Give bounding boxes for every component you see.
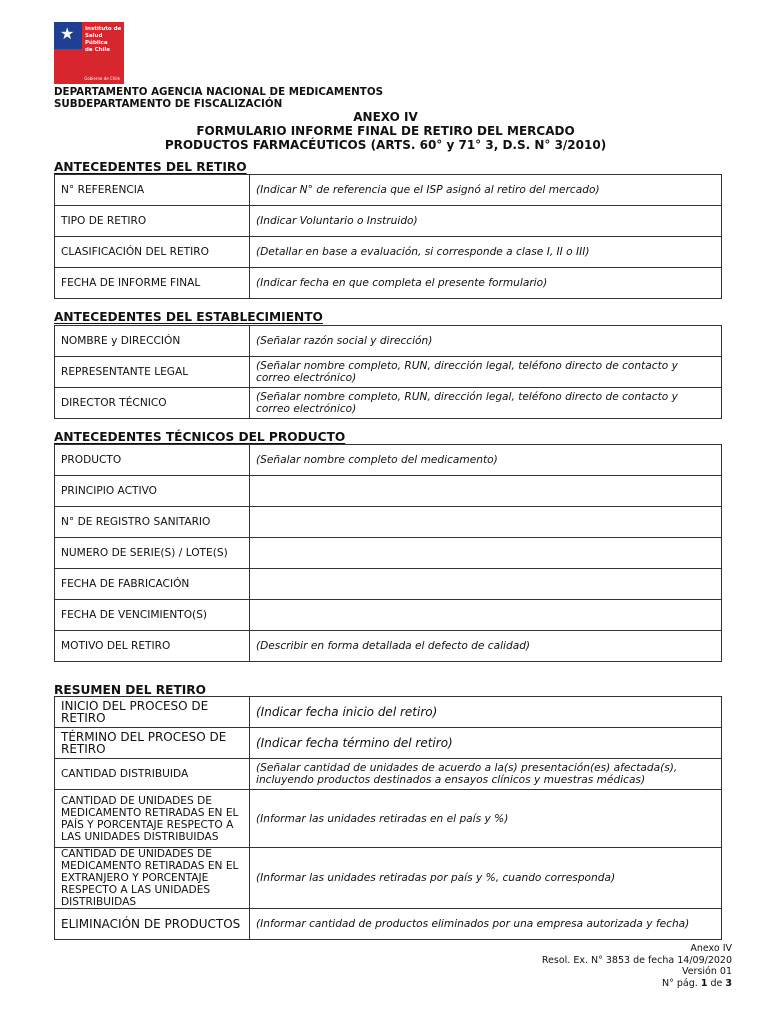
- row-label: PRINCIPIO ACTIVO: [55, 476, 250, 507]
- table-resumen: [54, 696, 722, 940]
- row-label: NOMBRE y DIRECCIÓN: [55, 326, 250, 357]
- row-value-field[interactable]: [250, 538, 722, 569]
- footer-page-number: [542, 978, 732, 990]
- row-value-field[interactable]: [250, 476, 722, 507]
- row-label: NUMERO DE SERIE(S) / LOTE(S): [55, 538, 250, 569]
- table-row: [55, 388, 722, 419]
- table-retiro: [54, 174, 722, 299]
- star-icon: ★: [60, 24, 75, 43]
- table-row: [55, 206, 722, 237]
- footer-resolution: Resol. Ex. N° 3853 de fecha 14/09/2020: [541, 954, 732, 966]
- row-label: REPRESENTANTE LEGAL: [55, 357, 250, 388]
- logo-line-1: Instituto de: [85, 26, 122, 32]
- table-row: [55, 175, 722, 206]
- row-value-field[interactable]: [250, 600, 722, 631]
- row-value-field[interactable]: (Describir en forma detallada el defecto de calidad): [250, 631, 722, 662]
- section-heading-retiro: ANTECEDENTES DEL RETIRO: [54, 160, 247, 174]
- row-value-field[interactable]: (Indicar fecha inicio del retiro): [250, 697, 722, 728]
- table-row: [55, 697, 722, 728]
- row-label: TÉRMINO DEL PROCESO DE RETIRO: [55, 728, 250, 759]
- table-row: [55, 507, 722, 538]
- page-footer: [542, 943, 732, 989]
- row-label: CANTIDAD DISTRIBUIDA: [55, 759, 250, 790]
- subdepartment-name: SUBDEPARTAMENTO DE FISCALIZACIÓN: [54, 98, 283, 110]
- section-heading-establecimiento: ANTECEDENTES DEL ESTABLECIMIENTO: [54, 310, 323, 324]
- row-value-field[interactable]: (Señalar cantidad de unidades de acuerdo a la(s) presentación(es) afectada(s), incluyendo productos destinados a ensayos clínicos y muestras médicas): [250, 759, 722, 790]
- table-row: [55, 538, 722, 569]
- page-prefix: N° pág.: [662, 977, 698, 989]
- department-header: [54, 86, 383, 110]
- row-label: FECHA DE VENCIMIENTO(S): [55, 600, 250, 631]
- table-row: [55, 237, 722, 268]
- table-row: [55, 357, 722, 388]
- page-current: 1: [700, 977, 708, 989]
- logo-line-3: de Chile: [85, 47, 111, 53]
- row-label: N° DE REGISTRO SANITARIO: [55, 507, 250, 538]
- row-value-field[interactable]: [250, 507, 722, 538]
- row-label: DIRECTOR TÉCNICO: [55, 388, 250, 419]
- row-value-field[interactable]: (Señalar nombre completo del medicamento): [250, 445, 722, 476]
- row-label: N° REFERENCIA: [55, 175, 250, 206]
- logo-text: [85, 26, 124, 54]
- title-line-1: ANEXO IV: [353, 110, 418, 124]
- table-row: [55, 268, 722, 299]
- page-total: 3: [725, 977, 732, 989]
- row-label: MOTIVO DEL RETIRO: [55, 631, 250, 662]
- footer-version: Versión 01: [681, 966, 732, 977]
- isp-logo: [54, 22, 124, 84]
- logo-tagline: Gobierno de Chile: [84, 76, 120, 81]
- footer-annex: Anexo IV: [690, 943, 732, 954]
- row-value-field[interactable]: [250, 569, 722, 600]
- page-sep: de: [710, 977, 723, 989]
- row-label: CANTIDAD DE UNIDADES DE MEDICAMENTO RETIRADAS EN EL PAÍS Y PORCENTAJE RESPECTO A LAS UNIDADES DISTRIBUIDAS: [55, 790, 250, 848]
- row-value-field[interactable]: (Informar las unidades retiradas en el país y %): [250, 790, 722, 848]
- table-row: [55, 569, 722, 600]
- row-value-field[interactable]: (Indicar N° de referencia que el ISP asignó al retiro del mercado): [250, 175, 722, 206]
- row-value-field[interactable]: (Señalar nombre completo, RUN, dirección legal, teléfono directo de contacto y correo electrónico): [250, 388, 722, 419]
- table-row: [55, 759, 722, 790]
- document-title: [54, 110, 717, 152]
- row-label: FECHA DE FABRICACIÓN: [55, 569, 250, 600]
- table-row: [55, 728, 722, 759]
- table-row: [55, 909, 722, 940]
- row-value-field[interactable]: (Señalar razón social y dirección): [250, 326, 722, 357]
- table-tecnicos: [54, 444, 722, 662]
- department-name: DEPARTAMENTO AGENCIA NACIONAL DE MEDICAMENTOS: [54, 86, 383, 98]
- row-label: FECHA DE INFORME FINAL: [55, 268, 250, 299]
- row-value-field[interactable]: (Informar las unidades retiradas por país y %, cuando corresponda): [250, 848, 722, 909]
- row-value-field[interactable]: (Indicar fecha término del retiro): [250, 728, 722, 759]
- section-heading-tecnicos: ANTECEDENTES TÉCNICOS DEL PRODUCTO: [54, 430, 346, 444]
- row-value-field[interactable]: (Detallar en base a evaluación, si corresponde a clase I, II o III): [250, 237, 722, 268]
- table-establecimiento: [54, 325, 722, 419]
- table-row: [55, 848, 722, 909]
- row-label: INICIO DEL PROCESO DE RETIRO: [55, 697, 250, 728]
- row-label: CANTIDAD DE UNIDADES DE MEDICAMENTO RETIRADAS EN EL EXTRANJERO Y PORCENTAJE RESPECTO A LAS UNIDADES DISTRIBUIDAS: [55, 848, 250, 909]
- table-row: [55, 790, 722, 848]
- title-line-3: PRODUCTOS FARMACÉUTICOS (ARTS. 60° y 71° 3, D.S. N° 3/2010): [164, 138, 607, 152]
- row-label: TIPO DE RETIRO: [55, 206, 250, 237]
- row-value-field[interactable]: (Señalar nombre completo, RUN, dirección legal, teléfono directo de contacto y correo electrónico): [250, 357, 722, 388]
- row-value-field[interactable]: (Indicar fecha en que completa el presente formulario): [250, 268, 722, 299]
- table-row: [55, 326, 722, 357]
- row-label: CLASIFICACIÓN DEL RETIRO: [55, 237, 250, 268]
- table-row: [55, 600, 722, 631]
- row-label: PRODUCTO: [55, 445, 250, 476]
- table-row: [55, 476, 722, 507]
- logo-line-2: Salud Pública: [85, 33, 108, 46]
- section-heading-resumen: RESUMEN DEL RETIRO: [54, 683, 207, 697]
- table-row: [55, 445, 722, 476]
- title-line-2: FORMULARIO INFORME FINAL DE RETIRO DEL MERCADO: [196, 124, 575, 138]
- row-value-field[interactable]: (Indicar Voluntario o Instruido): [250, 206, 722, 237]
- row-label: ELIMINACIÓN DE PRODUCTOS: [55, 909, 250, 940]
- row-value-field[interactable]: (Informar cantidad de productos eliminados por una empresa autorizada y fecha): [250, 909, 722, 940]
- table-row: [55, 631, 722, 662]
